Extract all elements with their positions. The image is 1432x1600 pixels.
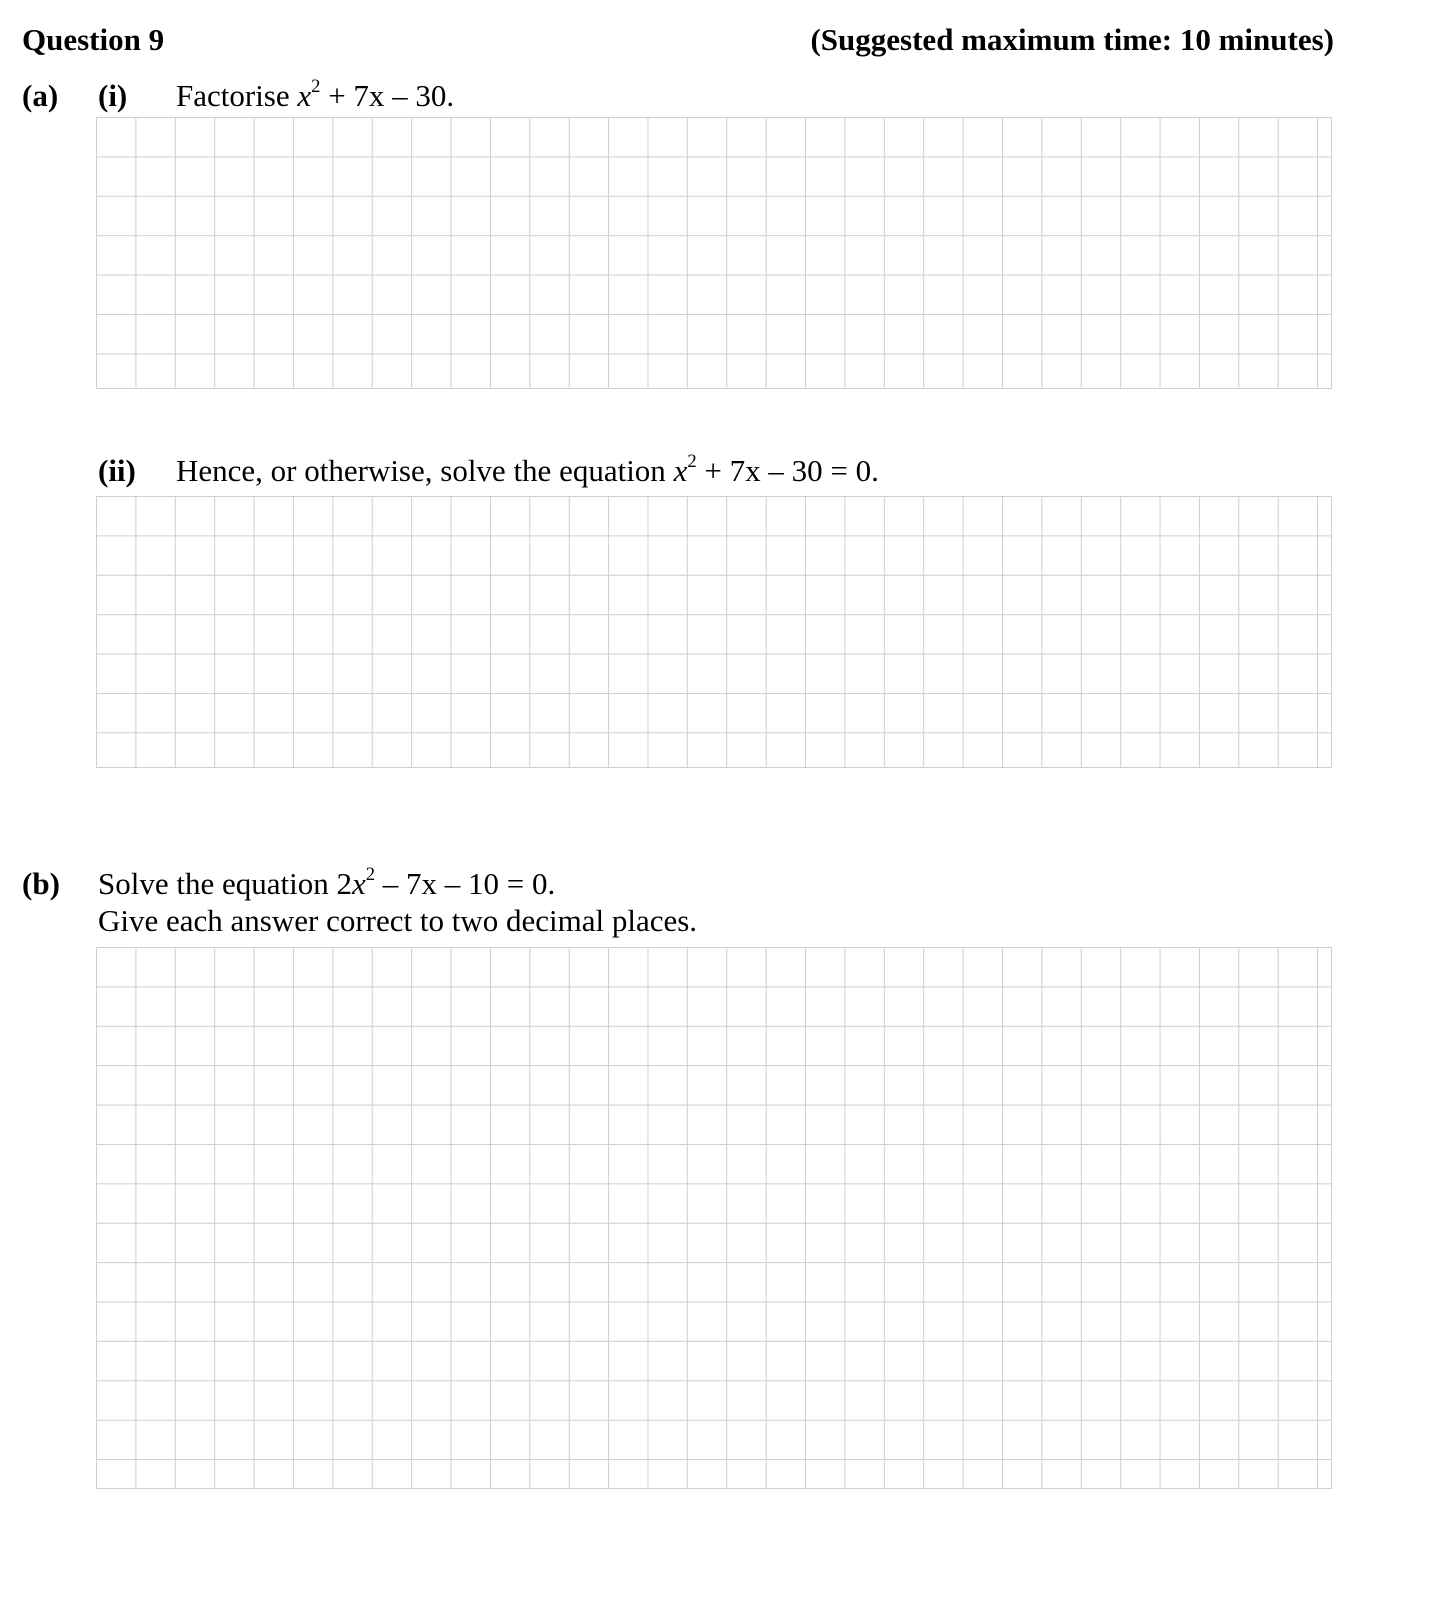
suggested-time: (Suggested maximum time: 10 minutes) (810, 22, 1334, 57)
part-b-instruction: Give each answer correct to two decimal places. (98, 903, 698, 938)
part-a-i-question (176, 76, 455, 113)
part-a-ii-expression: $x^2 + 7x - 30 = 0$. (673, 451, 879, 488)
part-a-i-text: Factorise (176, 78, 290, 113)
part-a-i-expression: $x^2 + 7x - 30$. (297, 76, 455, 113)
part-a-ii-text: Hence, or otherwise, solve the equation (176, 453, 666, 488)
part-b-text: Solve the equation (98, 866, 329, 901)
part-b-question (98, 864, 556, 901)
part-b-expression: $2x^2 - 7x - 10 = 0$. (336, 864, 556, 901)
part-a-i-label: (i) (98, 78, 128, 113)
question-title: Question 9 (22, 22, 165, 57)
part-a-label: (a) (22, 78, 59, 113)
part-a-ii-question (176, 451, 879, 488)
answer-grid-a-ii[interactable] (96, 496, 1332, 768)
answer-grid-a-i[interactable] (96, 117, 1332, 389)
answer-grid-b[interactable] (96, 947, 1332, 1489)
part-a-ii-label: (ii) (98, 453, 136, 488)
part-b-label: (b) (22, 866, 60, 901)
